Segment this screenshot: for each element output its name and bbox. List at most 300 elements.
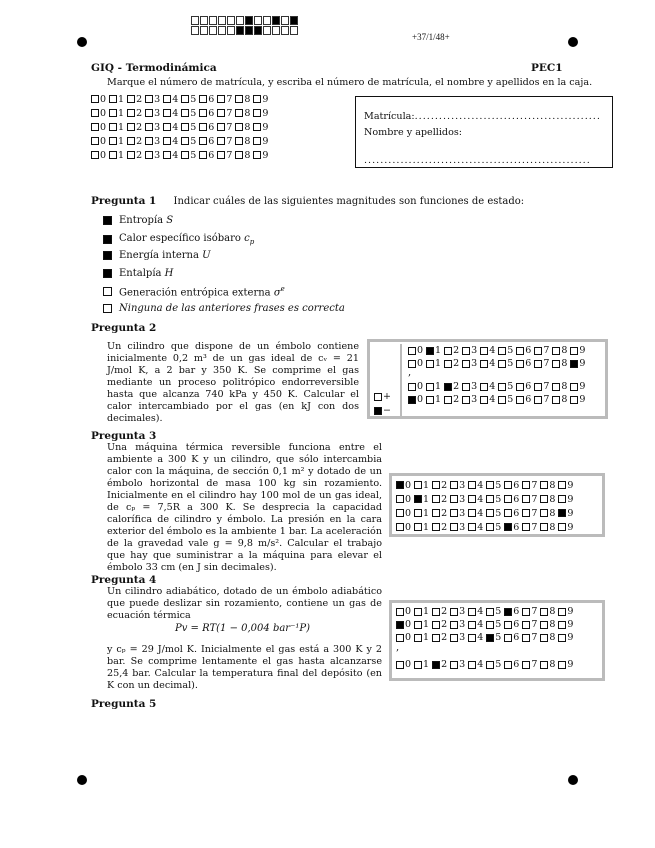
digit-option-8[interactable]	[235, 94, 250, 105]
checkbox[interactable]	[450, 509, 458, 517]
checkbox[interactable]	[163, 109, 171, 117]
digit-option-8[interactable]	[540, 480, 555, 491]
checkbox[interactable]	[145, 151, 153, 159]
checkbox[interactable]	[468, 509, 476, 517]
digit-option-1[interactable]	[414, 508, 429, 519]
digit-option-3[interactable]	[145, 108, 160, 119]
checkbox[interactable]	[468, 523, 476, 531]
checkbox[interactable]	[217, 109, 225, 117]
digit-option-5[interactable]	[498, 381, 513, 392]
checkbox[interactable]	[199, 151, 207, 159]
checkbox[interactable]	[504, 495, 512, 503]
digit-option-4[interactable]	[480, 345, 495, 356]
checkbox[interactable]	[217, 151, 225, 159]
digit-option-4[interactable]	[163, 136, 178, 147]
checkbox[interactable]	[450, 621, 458, 629]
digit-option-5[interactable]	[486, 632, 501, 643]
digit-option-7[interactable]	[217, 122, 232, 133]
checkbox[interactable]	[516, 396, 524, 404]
checkbox[interactable]	[504, 661, 512, 669]
digit-option-1[interactable]	[109, 108, 124, 119]
digit-option-6[interactable]	[199, 94, 214, 105]
checkbox[interactable]	[432, 661, 440, 669]
checkbox[interactable]	[486, 608, 494, 616]
checkbox[interactable]	[558, 509, 566, 517]
checkbox[interactable]	[486, 481, 494, 489]
checkbox[interactable]	[540, 481, 548, 489]
checkbox[interactable]	[450, 523, 458, 531]
digit-option-3[interactable]	[450, 619, 465, 630]
digit-option-0[interactable]	[91, 150, 106, 161]
digit-option-0[interactable]	[396, 508, 411, 519]
digit-option-4[interactable]	[468, 522, 483, 533]
checkbox[interactable]	[235, 95, 243, 103]
checkbox[interactable]	[414, 509, 422, 517]
checkbox[interactable]	[504, 481, 512, 489]
digit-option-2[interactable]	[127, 136, 142, 147]
digit-option-9[interactable]	[558, 606, 573, 617]
checkbox[interactable]	[462, 347, 470, 355]
digit-option-4[interactable]	[468, 659, 483, 670]
digit-option-1[interactable]	[426, 358, 441, 369]
checkbox[interactable]	[558, 621, 566, 629]
digit-option-6[interactable]	[504, 480, 519, 491]
digit-option-6[interactable]	[504, 619, 519, 630]
digit-option-3[interactable]	[450, 606, 465, 617]
digit-option-3[interactable]	[145, 150, 160, 161]
checkbox[interactable]	[145, 95, 153, 103]
digit-option-4[interactable]	[480, 394, 495, 405]
digit-option-5[interactable]	[498, 394, 513, 405]
checkbox[interactable]	[450, 495, 458, 503]
checkbox[interactable]	[103, 287, 112, 296]
checkbox[interactable]	[91, 95, 99, 103]
checkbox[interactable]	[522, 661, 530, 669]
question-1-option[interactable]	[103, 268, 173, 279]
digit-option-9[interactable]	[558, 619, 573, 630]
digit-option-5[interactable]	[486, 619, 501, 630]
digit-option-2[interactable]	[444, 345, 459, 356]
digit-option-1[interactable]	[414, 522, 429, 533]
answer-digit-row[interactable]	[396, 631, 598, 644]
id-digit-row[interactable]	[91, 106, 271, 120]
digit-option-0[interactable]	[396, 606, 411, 617]
id-digit-row[interactable]	[91, 134, 271, 148]
question-1-option[interactable]	[103, 285, 285, 298]
digit-option-3[interactable]	[145, 136, 160, 147]
digit-option-6[interactable]	[504, 606, 519, 617]
digit-option-9[interactable]	[558, 632, 573, 643]
digit-option-7[interactable]	[522, 480, 537, 491]
checkbox[interactable]	[199, 137, 207, 145]
checkbox[interactable]	[103, 235, 112, 244]
checkbox[interactable]	[109, 137, 117, 145]
question-4-answer-panel[interactable]	[389, 600, 605, 681]
digit-option-3[interactable]	[145, 94, 160, 105]
digit-option-7[interactable]	[522, 522, 537, 533]
question-3-answer-panel[interactable]	[389, 473, 605, 537]
answer-digit-row[interactable]	[396, 478, 598, 492]
digit-option-9[interactable]	[558, 494, 573, 505]
digit-option-2[interactable]	[432, 632, 447, 643]
checkbox[interactable]	[504, 634, 512, 642]
checkbox[interactable]	[570, 347, 578, 355]
digit-option-9[interactable]	[558, 522, 573, 533]
checkbox[interactable]	[235, 137, 243, 145]
digit-option-1[interactable]	[414, 494, 429, 505]
checkbox[interactable]	[498, 360, 506, 368]
answer-digit-row[interactable]	[408, 380, 588, 393]
checkbox[interactable]	[486, 495, 494, 503]
checkbox[interactable]	[522, 608, 530, 616]
digit-option-4[interactable]	[468, 494, 483, 505]
matricula-dotted-line[interactable]: ..............................................	[414, 111, 601, 122]
digit-option-0[interactable]	[91, 108, 106, 119]
checkbox[interactable]	[103, 251, 112, 260]
answer-digit-row[interactable]	[408, 357, 588, 370]
checkbox[interactable]	[516, 347, 524, 355]
digit-option-8[interactable]	[552, 358, 567, 369]
checkbox[interactable]	[516, 383, 524, 391]
digit-option-7[interactable]	[522, 619, 537, 630]
checkbox[interactable]	[163, 123, 171, 131]
checkbox[interactable]	[374, 393, 382, 401]
question-1-option[interactable]	[103, 233, 254, 246]
digit-option-7[interactable]	[522, 606, 537, 617]
digit-option-8[interactable]	[540, 522, 555, 533]
checkbox[interactable]	[486, 634, 494, 642]
sign-minus[interactable]	[374, 405, 391, 416]
checkbox[interactable]	[540, 523, 548, 531]
digit-option-8[interactable]	[540, 632, 555, 643]
checkbox[interactable]	[552, 396, 560, 404]
digit-option-0[interactable]	[91, 136, 106, 147]
digit-option-5[interactable]	[486, 508, 501, 519]
checkbox[interactable]	[253, 123, 261, 131]
digit-option-4[interactable]	[468, 480, 483, 491]
checkbox[interactable]	[558, 481, 566, 489]
digit-option-8[interactable]	[540, 494, 555, 505]
checkbox[interactable]	[432, 621, 440, 629]
digit-option-7[interactable]	[534, 358, 549, 369]
digit-option-9[interactable]	[253, 94, 268, 105]
digit-option-6[interactable]	[504, 632, 519, 643]
digit-option-3[interactable]	[462, 394, 477, 405]
checkbox[interactable]	[462, 360, 470, 368]
checkbox[interactable]	[486, 523, 494, 531]
digit-option-8[interactable]	[540, 606, 555, 617]
checkbox[interactable]	[396, 509, 404, 517]
digit-option-1[interactable]	[426, 381, 441, 392]
checkbox[interactable]	[534, 360, 542, 368]
digit-option-0[interactable]	[91, 94, 106, 105]
checkbox[interactable]	[408, 347, 416, 355]
checkbox[interactable]	[450, 608, 458, 616]
digit-option-0[interactable]	[396, 522, 411, 533]
checkbox[interactable]	[444, 396, 452, 404]
checkbox[interactable]	[127, 109, 135, 117]
digit-option-7[interactable]	[522, 508, 537, 519]
checkbox[interactable]	[127, 137, 135, 145]
digit-option-9[interactable]	[570, 345, 585, 356]
digit-option-9[interactable]	[253, 108, 268, 119]
checkbox[interactable]	[374, 407, 382, 415]
digit-option-1[interactable]	[414, 619, 429, 630]
digit-option-4[interactable]	[468, 632, 483, 643]
checkbox[interactable]	[552, 360, 560, 368]
digit-option-5[interactable]	[181, 108, 196, 119]
digit-option-4[interactable]	[468, 619, 483, 630]
checkbox[interactable]	[444, 360, 452, 368]
checkbox[interactable]	[396, 661, 404, 669]
checkbox[interactable]	[570, 360, 578, 368]
digit-option-2[interactable]	[432, 508, 447, 519]
checkbox[interactable]	[540, 634, 548, 642]
digit-option-9[interactable]	[570, 394, 585, 405]
checkbox[interactable]	[103, 269, 112, 278]
checkbox[interactable]	[396, 495, 404, 503]
checkbox[interactable]	[181, 109, 189, 117]
checkbox[interactable]	[127, 95, 135, 103]
answer-digit-row[interactable]	[396, 618, 598, 631]
checkbox[interactable]	[534, 396, 542, 404]
checkbox[interactable]	[486, 661, 494, 669]
checkbox[interactable]	[91, 109, 99, 117]
checkbox[interactable]	[498, 396, 506, 404]
checkbox[interactable]	[408, 383, 416, 391]
digit-option-6[interactable]	[199, 136, 214, 147]
checkbox[interactable]	[432, 495, 440, 503]
checkbox[interactable]	[199, 109, 207, 117]
checkbox[interactable]	[396, 523, 404, 531]
digit-option-5[interactable]	[181, 150, 196, 161]
checkbox[interactable]	[444, 383, 452, 391]
digit-option-8[interactable]	[235, 136, 250, 147]
digit-option-4[interactable]	[480, 358, 495, 369]
checkbox[interactable]	[450, 661, 458, 669]
digit-option-0[interactable]	[408, 394, 423, 405]
digit-option-4[interactable]	[468, 508, 483, 519]
digit-option-7[interactable]	[217, 136, 232, 147]
checkbox[interactable]	[486, 621, 494, 629]
checkbox[interactable]	[552, 383, 560, 391]
digit-option-3[interactable]	[450, 522, 465, 533]
digit-option-5[interactable]	[498, 345, 513, 356]
checkbox[interactable]	[181, 151, 189, 159]
digit-option-8[interactable]	[235, 122, 250, 133]
checkbox[interactable]	[426, 347, 434, 355]
checkbox[interactable]	[91, 137, 99, 145]
digit-option-5[interactable]	[181, 122, 196, 133]
id-bubble-grid[interactable]	[91, 92, 271, 162]
answer-digit-row[interactable]	[396, 520, 598, 534]
checkbox[interactable]	[480, 396, 488, 404]
digit-option-4[interactable]	[163, 150, 178, 161]
checkbox[interactable]	[516, 360, 524, 368]
digit-option-6[interactable]	[504, 522, 519, 533]
checkbox[interactable]	[450, 481, 458, 489]
digit-option-3[interactable]	[450, 632, 465, 643]
checkbox[interactable]	[558, 661, 566, 669]
checkbox[interactable]	[450, 634, 458, 642]
digit-option-7[interactable]	[217, 150, 232, 161]
checkbox[interactable]	[414, 523, 422, 531]
checkbox[interactable]	[468, 481, 476, 489]
digit-option-8[interactable]	[235, 108, 250, 119]
digit-option-2[interactable]	[444, 358, 459, 369]
checkbox[interactable]	[432, 634, 440, 642]
digit-option-5[interactable]	[486, 659, 501, 670]
digit-option-9[interactable]	[253, 136, 268, 147]
digit-option-5[interactable]	[486, 480, 501, 491]
digit-option-7[interactable]	[534, 381, 549, 392]
checkbox[interactable]	[540, 621, 548, 629]
checkbox[interactable]	[163, 95, 171, 103]
checkbox[interactable]	[235, 123, 243, 131]
digit-option-5[interactable]	[486, 494, 501, 505]
checkbox[interactable]	[396, 621, 404, 629]
digit-option-6[interactable]	[504, 494, 519, 505]
digit-option-2[interactable]	[432, 606, 447, 617]
digit-option-8[interactable]	[552, 345, 567, 356]
answer-digit-row[interactable]	[408, 344, 588, 357]
answer-digit-row[interactable]	[396, 658, 598, 671]
digit-option-3[interactable]	[450, 659, 465, 670]
digit-option-1[interactable]	[414, 632, 429, 643]
answer-digit-row[interactable]	[408, 393, 588, 406]
digit-option-8[interactable]	[540, 508, 555, 519]
digit-option-8[interactable]	[552, 394, 567, 405]
digit-option-2[interactable]	[444, 394, 459, 405]
digit-option-1[interactable]	[414, 606, 429, 617]
checkbox[interactable]	[426, 360, 434, 368]
digit-option-9[interactable]	[570, 358, 585, 369]
digit-option-6[interactable]	[516, 345, 531, 356]
digit-option-6[interactable]	[504, 508, 519, 519]
digit-option-1[interactable]	[414, 480, 429, 491]
digit-option-0[interactable]	[91, 122, 106, 133]
digit-option-6[interactable]	[516, 358, 531, 369]
checkbox[interactable]	[199, 95, 207, 103]
checkbox[interactable]	[558, 495, 566, 503]
question-1-option[interactable]	[103, 215, 173, 226]
checkbox[interactable]	[522, 481, 530, 489]
digit-option-5[interactable]	[181, 136, 196, 147]
checkbox[interactable]	[432, 509, 440, 517]
checkbox[interactable]	[486, 509, 494, 517]
digit-option-6[interactable]	[516, 381, 531, 392]
digit-option-2[interactable]	[127, 122, 142, 133]
digit-option-6[interactable]	[199, 122, 214, 133]
question-1-option[interactable]	[103, 250, 211, 261]
digit-option-3[interactable]	[462, 358, 477, 369]
digit-option-5[interactable]	[486, 606, 501, 617]
digit-option-2[interactable]	[432, 659, 447, 670]
checkbox[interactable]	[558, 608, 566, 616]
digit-option-9[interactable]	[558, 659, 573, 670]
checkbox[interactable]	[217, 137, 225, 145]
checkbox[interactable]	[235, 151, 243, 159]
digit-option-3[interactable]	[450, 494, 465, 505]
digit-option-8[interactable]	[235, 150, 250, 161]
checkbox[interactable]	[396, 481, 404, 489]
digit-option-4[interactable]	[163, 94, 178, 105]
checkbox[interactable]	[109, 109, 117, 117]
digit-option-9[interactable]	[253, 122, 268, 133]
digit-option-7[interactable]	[534, 394, 549, 405]
checkbox[interactable]	[199, 123, 207, 131]
checkbox[interactable]	[414, 481, 422, 489]
digit-option-0[interactable]	[408, 345, 423, 356]
checkbox[interactable]	[408, 396, 416, 404]
digit-option-0[interactable]	[396, 659, 411, 670]
digit-option-2[interactable]	[127, 108, 142, 119]
digit-option-0[interactable]	[396, 619, 411, 630]
digit-option-3[interactable]	[462, 381, 477, 392]
digit-option-6[interactable]	[516, 394, 531, 405]
digit-option-0[interactable]	[396, 494, 411, 505]
checkbox[interactable]	[468, 621, 476, 629]
checkbox[interactable]	[540, 661, 548, 669]
checkbox[interactable]	[462, 383, 470, 391]
checkbox[interactable]	[396, 634, 404, 642]
digit-option-1[interactable]	[426, 345, 441, 356]
checkbox[interactable]	[540, 608, 548, 616]
checkbox[interactable]	[145, 137, 153, 145]
checkbox[interactable]	[414, 634, 422, 642]
sign-column[interactable]	[374, 344, 400, 418]
digit-option-0[interactable]	[396, 480, 411, 491]
digit-option-2[interactable]	[432, 619, 447, 630]
digit-option-1[interactable]	[109, 122, 124, 133]
checkbox[interactable]	[414, 495, 422, 503]
checkbox[interactable]	[145, 123, 153, 131]
checkbox[interactable]	[534, 383, 542, 391]
checkbox[interactable]	[253, 151, 261, 159]
digit-option-1[interactable]	[426, 394, 441, 405]
checkbox[interactable]	[468, 608, 476, 616]
digit-option-8[interactable]	[552, 381, 567, 392]
id-digit-row[interactable]	[91, 92, 271, 106]
digit-option-7[interactable]	[522, 632, 537, 643]
checkbox[interactable]	[468, 634, 476, 642]
checkbox[interactable]	[570, 383, 578, 391]
checkbox[interactable]	[127, 151, 135, 159]
checkbox[interactable]	[504, 621, 512, 629]
id-digit-row[interactable]	[91, 148, 271, 162]
checkbox[interactable]	[522, 621, 530, 629]
checkbox[interactable]	[91, 151, 99, 159]
checkbox[interactable]	[522, 509, 530, 517]
answer-digit-row[interactable]	[396, 605, 598, 618]
id-write-box[interactable]	[355, 96, 613, 168]
digit-option-8[interactable]	[540, 659, 555, 670]
checkbox[interactable]	[109, 151, 117, 159]
checkbox[interactable]	[522, 634, 530, 642]
name-dotted-line[interactable]: ........................................................	[364, 155, 591, 166]
digit-option-7[interactable]	[522, 659, 537, 670]
checkbox[interactable]	[468, 495, 476, 503]
checkbox[interactable]	[444, 347, 452, 355]
answer-digit-row[interactable]	[396, 506, 598, 520]
checkbox[interactable]	[163, 151, 171, 159]
checkbox[interactable]	[504, 608, 512, 616]
checkbox[interactable]	[103, 216, 112, 225]
checkbox[interactable]	[480, 347, 488, 355]
id-digit-row[interactable]	[91, 120, 271, 134]
checkbox[interactable]	[480, 360, 488, 368]
digit-option-4[interactable]	[163, 122, 178, 133]
